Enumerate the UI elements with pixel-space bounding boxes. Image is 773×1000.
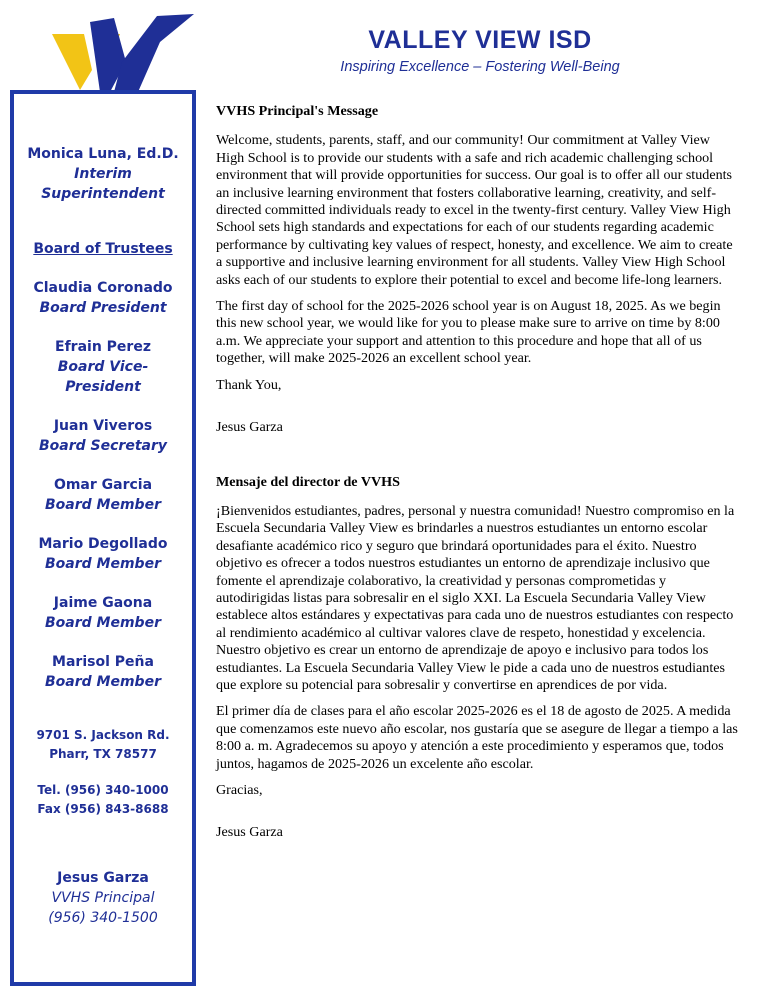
principal-name: Jesus Garza [57,870,149,886]
trustee-name: Omar Garcia [53,477,153,493]
superintendent-role-line1: Interim [74,166,132,182]
trustee-role: Board Secretary [39,438,167,454]
address-city: Pharr, TX 78577 [49,747,157,761]
trustee-name: Jaime Gaona [53,595,153,611]
trustee-entry [14,652,192,692]
fax-number: Fax (956) 843-8688 [37,802,169,816]
spanish-signature: Jesus Garza [216,824,283,841]
district-title: VALLEY VIEW ISD [368,26,592,54]
trustee-name: Efrain Perez [55,339,151,355]
superintendent-block [14,144,192,204]
trustee-entry [14,278,192,318]
trustee-entry [14,475,192,515]
trustee-entry [14,593,192,633]
trustee-entry [14,534,192,574]
trustee-name: Juan Viveros [53,418,153,434]
superintendent-role-line2: Superintendent [41,186,165,202]
spanish-heading: Mensaje del director de VVHS [216,473,400,490]
trustee-name: Claudia Coronado [33,280,173,296]
trustee-role-line2: President [65,379,141,395]
principal-block [14,868,192,928]
address-block [14,726,192,764]
principal-phone: (956) 340-1500 [48,910,158,926]
english-signature: Jesus Garza [216,419,283,436]
letter-body [216,103,739,851]
trustee-role: Board Member [45,674,161,690]
board-heading-block [14,239,192,259]
sidebar-directory [10,90,196,986]
letterhead [300,26,660,75]
trustee-role: Board President [39,300,167,316]
phone-number: Tel. (956) 340-1000 [37,783,169,797]
trustee-role-line1: Board Vice- [57,359,149,375]
address-street: 9701 S. Jackson Rd. [36,728,170,742]
trustee-role: Board Member [45,556,161,572]
trustee-role: Board Member [45,615,161,631]
superintendent-name: Monica Luna, Ed.D. [27,146,179,162]
trustee-role: Board Member [45,497,161,513]
english-paragraph: Welcome, students, parents, staff, and our community! Our commitment at Valley View High School is to provide our students with a safe and rich academic challenging school environment that will provide opportunities for success. Our goal is to offer all our students an inclusive learning environment that fosters collaborative learning, creativity, and self-directed committed individuals ready to excel in the twenty-first century. Valley View High School sets high standards and expectations for each of our students regarding academic performance by cultivating key values of respect, honesty, and excellence. We aim to create a supportive and inclusive learning environment for all students. Valley View High School asks each of our students to explore their potential to excel and become life-long learners. [216,132,733,288]
english-closing: Thank You, [216,376,282,393]
spanish-closing: Gracias, [216,782,263,798]
spanish-paragraph: ¡Bienvenidos estudiantes, padres, personal y nuestra comunidad! Nuestro compromiso en la Escuela Secundaria Valley View es brindarles a nuestros estudiantes un entorno escolar desafiante académico rico y seguro que brindará oportunidades para el éxito. Nuestro objetivo es ofrecer a todos nuestros estudiantes un entorno de aprendizaje inclusivo que fomente el aprendizaje colaborativo, la creatividad y personas comprometidas y autodirigidas listas para sobresalir en el siglo XXI. La Escuela Secundaria Valley View establece altos estándares y expectativas para cada uno de nuestros estudiantes con respecto al rendimiento académico al cultivar valores clave de respeto, honestidad y excelencia. Nuestro objetivo es crear un entorno de aprendizaje de apoyo e inclusivo para todos los estudiantes. La Escuela Secundaria Valley View le pide a cada uno de nuestros estudiantes que explore su potencial para sobresalir y convertirse en aprendices de por vida. [216,502,735,693]
trustee-entry [14,416,192,456]
contact-block [14,781,192,819]
board-heading: Board of Trustees [33,241,173,257]
trustee-name: Mario Degollado [38,536,168,552]
english-heading: VVHS Principal's Message [216,103,379,119]
spanish-paragraph: El primer día de clases para el año escolar 2025-2026 es el 18 de agosto de 2025. A medida que comenzamos este nuevo año escolar, nos gustaría que se asegure de llegar a tiempo a las 8:00 a. m. Agradecemos su apoyo y atención a este procedimiento y esperamos que, todos juntos, hagamos de 2025-2026 un excelente año escolar. [216,703,738,772]
english-paragraph: The first day of school for the 2025-2026 school year is on August 18, 2025. As we begin this new school year, we would like for you to please make sure to arrive on time by 8:00 a.m. We appreciate your support and attention to this procedure and hope that all of us together, will make 2025-2026 an excellent school year. [216,298,721,367]
principal-role: VVHS Principal [51,890,155,906]
trustee-name: Marisol Peña [52,654,154,670]
district-tagline: Inspiring Excellence – Fostering Well-Being [340,59,620,75]
trustee-entry [14,337,192,397]
district-logo-icon [52,12,197,92]
